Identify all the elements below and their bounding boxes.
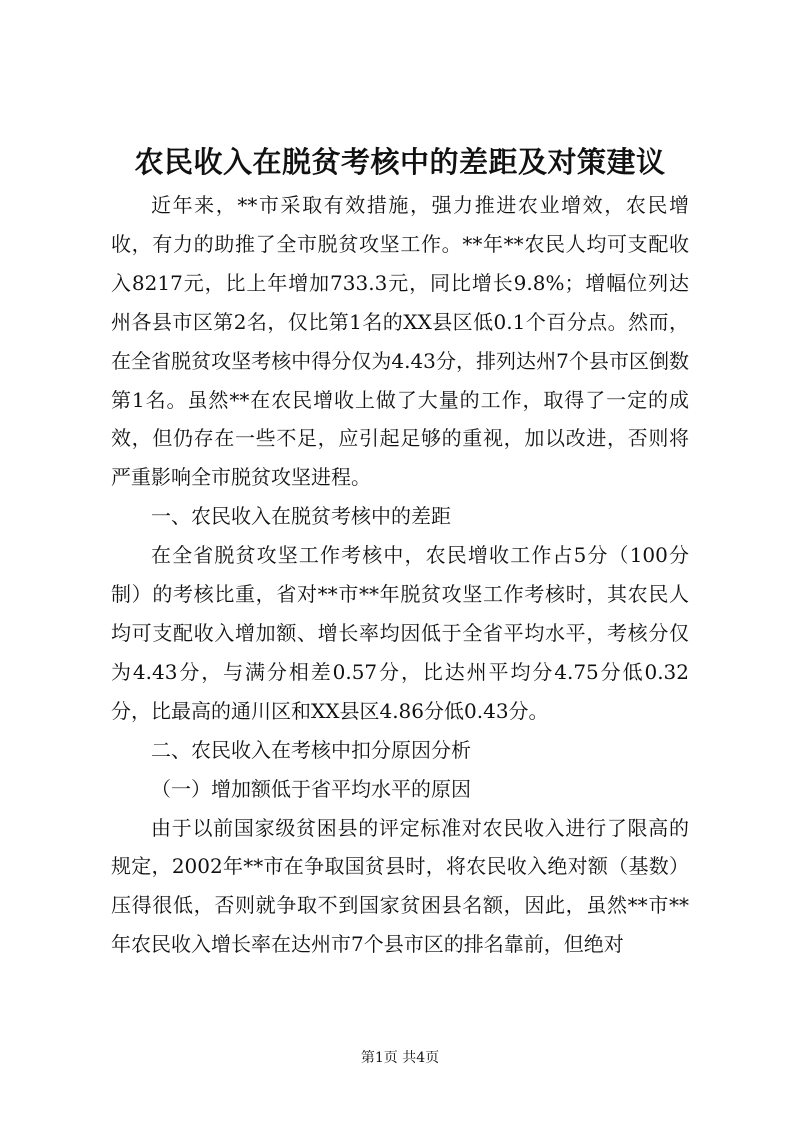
intro-paragraph: 近年来，**市采取有效措施，强力推进农业增效，农民增收，有力的助推了全市脱贫攻坚工作。**年**农民人均可支配收入8217元，比上年增加733.3元，同比增长9.8%；增幅位列达州各县市区第2名，仅比第1名的XX县区低0.1个百分点。然而，在全省脱贫攻坚考核中得分仅为4.43分，排列达州7个县市区倒数第1名。虽然**在农民增收上做了大量的工作，取得了一定的成效，但仍存在一些不足，应引起足够的重视，加以改进，否则将严重影响全市脱贫攻坚进程。: [111, 193, 689, 490]
section-heading-2: 二、农民收入在考核中扣分原因分析: [151, 737, 471, 762]
section-heading-1: 一、农民收入在脱贫考核中的差距: [151, 504, 451, 529]
document-body: [111, 186, 689, 964]
document-title: 农民收入在脱贫考核中的差距及对策建议: [134, 145, 666, 179]
section-1-paragraph: 在全省脱贫攻坚工作考核中，农民增收工作占5分（100分制）的考核比重，省对**市**年脱贫攻坚工作考核时，其农民人均可支配收入增加额、增长率均因低于全省平均水平，考核分仅为4.43分，与满分相差0.57分，比达州平均分4.75分低0.32分，比最高的通川区和XX县区4.86分低0.43分。: [111, 543, 689, 723]
subsection-1-paragraph: 由于以前国家级贫困县的评定标准对农民收入进行了限高的规定，2002年**市在争取国贫县时，将农民收入绝对额（基数）压得很低，否则就争取不到国家贫困县名额，因此，虽然**市**年农民收入增长率在达州市7个县市区的排名靠前，但绝对: [111, 815, 689, 957]
subsection-heading-1: （一）增加额低于省平均水平的原因: [151, 776, 471, 801]
page-number: 第1页 共4页: [360, 1050, 440, 1066]
